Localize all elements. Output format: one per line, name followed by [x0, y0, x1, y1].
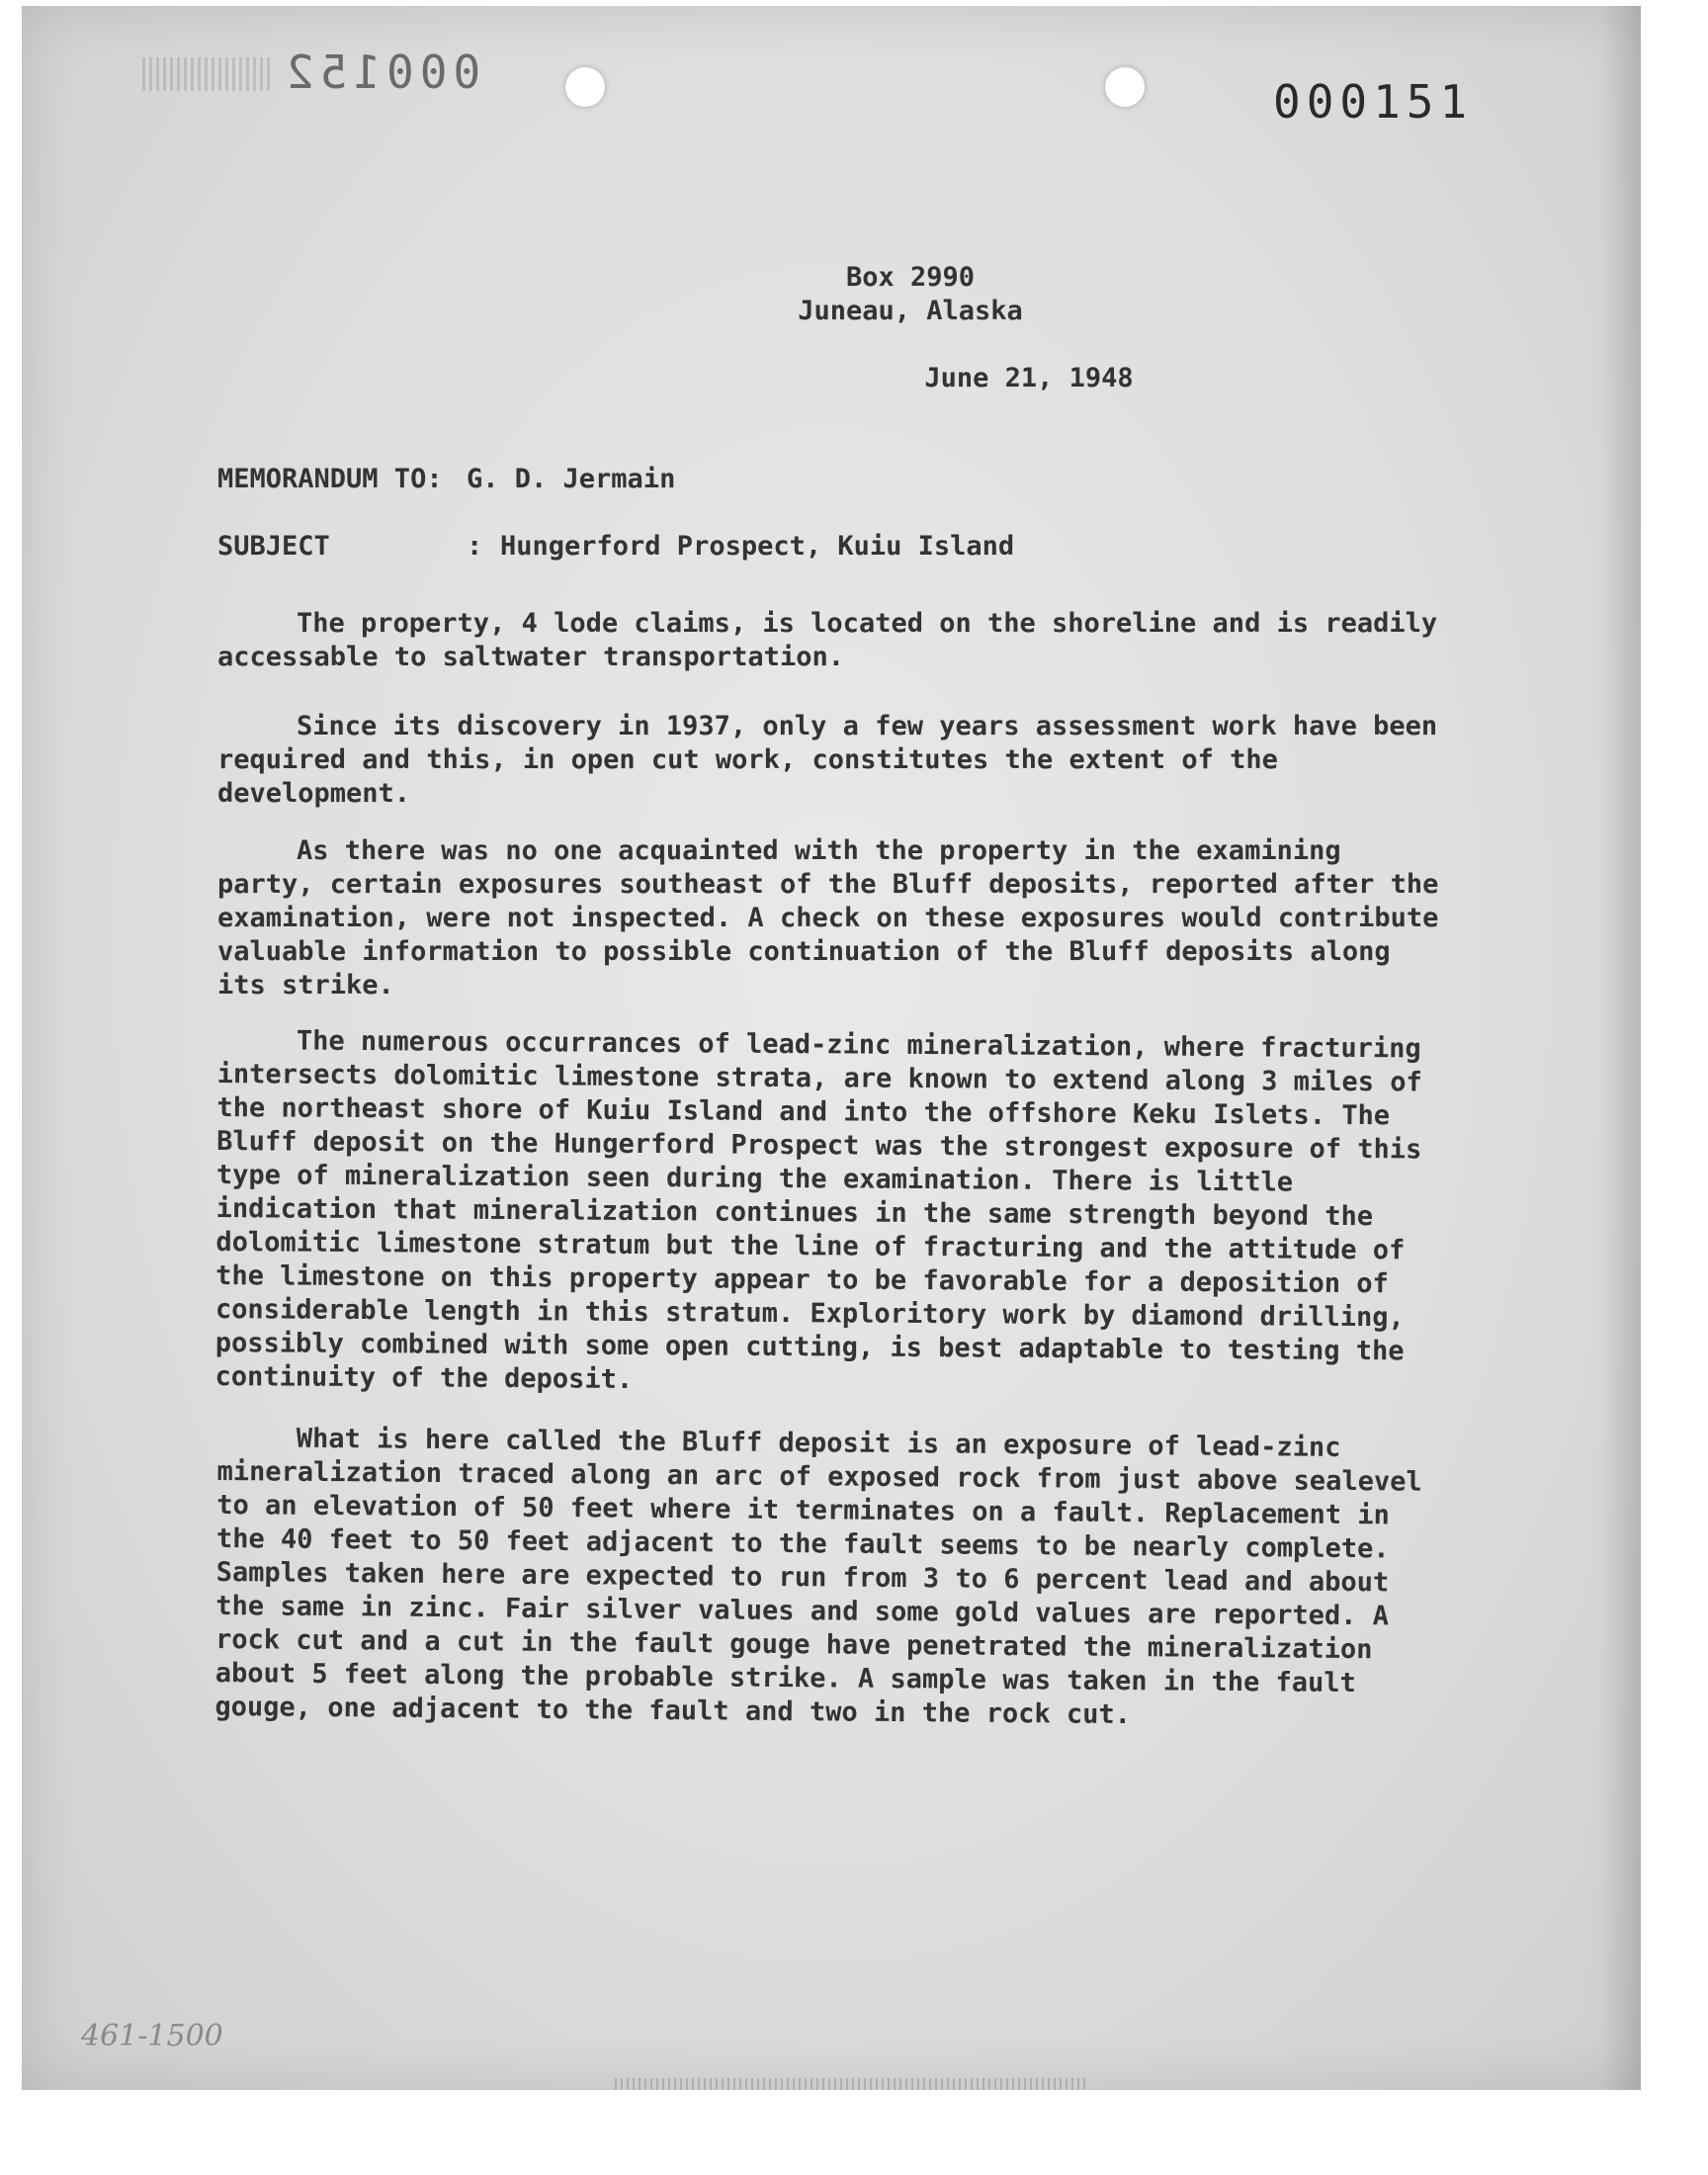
- paragraph-property: The property, 4 lode claims, is located on the shoreline and is readily accessable to saltwater transportation.: [217, 608, 1438, 672]
- memo-date: June 21, 1948: [924, 363, 1134, 393]
- subject-colon: :: [467, 531, 483, 562]
- punch-hole-right: [1105, 67, 1145, 107]
- address-line-1: Box 2990: [845, 262, 976, 293]
- memo-to-line: [217, 463, 675, 496]
- paragraph-discovery: Since its discovery in 1937, only a few years assessment work have been required and this, in open cut work, constitutes the extent of the development.: [217, 711, 1438, 809]
- subject-value: Hungerford Prospect, Kuiu Island: [500, 531, 1015, 562]
- page-number-stamp: 000151: [1273, 75, 1474, 129]
- paragraph-bluff-deposit: What is here called the Bluff deposit is an exposure of lead-zinc mineralization traced along an arc of exposed rock from just above sealevel to an elevation of 50 feet where it terminates on a fault. Replacement in the 40 feet to 50 feet adjacent to the fault seems to be nearly complete. Samples taken here are expected to run from 3 to 6 percent lead and about the same in zinc. Fair silver values and some gold values are reported. A rock cut and a cut in the fault gouge have penetrated the mineralization about 5 feet along the probable strike. A sample was taken in the fault gouge, one adjacent to the fault and two in the rock cut.: [214, 1423, 1422, 1731]
- address-line-2: Juneau, Alaska: [798, 296, 1023, 326]
- paragraph-exposures: As there was no one acquainted with the property in the examining party, certain exposures southeast of the Bluff deposits, reported after the examination, were not inspected. A check on these exposures would contribute valuable information to possible continuation of the Bluff deposits along its strike.: [217, 835, 1439, 1000]
- document-page: [22, 6, 1641, 2090]
- subject-label: SUBJECT: [217, 531, 330, 562]
- paragraph-mineralization: The numerous occurrances of lead-zinc mineralization, where fracturing intersects dolomitic limestone strata, are known to extend along 3 miles of the northeast shore of Kuiu Island and into the offshore Keku Islets. The Bluff deposit on the Hungerford Prospect was the strongest exposure of this type of mineralization seen during the examination. There is little indication that mineralization continues in the same strength beyond the dolomitic limestone stratum but the line of fracturing and the attitude of the limestone on this property appear to be favorable for a deposition of considerable length in this stratum. Exploritory work by diamond drilling, possibly combined with some open cutting, is best adaptable to testing the continuity of the deposit.: [214, 1025, 1422, 1395]
- memo-to-label: MEMORANDUM TO:: [217, 464, 443, 494]
- bleed-through-page-number: 000152: [281, 45, 481, 99]
- punch-hole-left: [565, 67, 605, 107]
- memo-subject-line: [217, 530, 1014, 564]
- handwritten-note: 461-1500: [81, 2019, 223, 2053]
- scan-edge-artifact: [615, 2078, 1089, 2090]
- smudge-mark: [142, 57, 271, 91]
- memo-to-value: G. D. Jermain: [467, 464, 676, 494]
